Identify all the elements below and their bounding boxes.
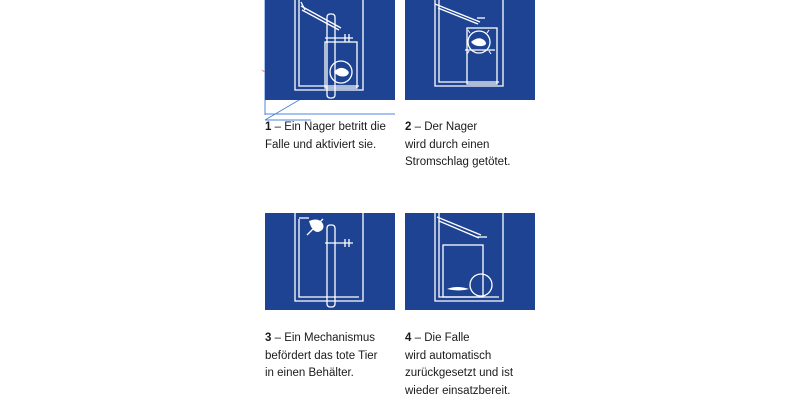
step-3-caption xyxy=(265,330,415,383)
caption-line: wieder einsatzbereit. xyxy=(405,384,511,397)
step-number: 4 xyxy=(405,332,412,344)
step-1-caption xyxy=(265,119,415,154)
caption-line: Der Nager xyxy=(424,121,478,133)
caption-line: wird automatisch xyxy=(405,349,492,362)
step-1-illustration xyxy=(265,0,395,100)
step-2-caption xyxy=(405,119,555,172)
caption-line: Ein Mechanismus xyxy=(284,332,375,344)
step-4-illustration xyxy=(405,213,535,310)
step-4-caption xyxy=(405,330,555,400)
step-dash: – xyxy=(411,121,425,133)
caption-line: zurückgesetzt und ist xyxy=(405,367,514,379)
caption-line: in einen Behälter. xyxy=(265,367,354,379)
step-number: 3 xyxy=(265,332,272,344)
caption-line: Die Falle xyxy=(424,332,470,344)
step-number: 2 xyxy=(405,121,412,133)
caption-line: Falle und aktiviert sie. xyxy=(265,138,377,151)
step-2-illustration xyxy=(405,0,535,100)
step-dash: – xyxy=(411,332,425,344)
caption-line: Stromschlag getötet. xyxy=(405,156,511,168)
step-dash: – xyxy=(271,332,285,344)
caption-line: wird durch einen xyxy=(405,138,490,151)
step-number: 1 xyxy=(265,121,272,133)
step-3-illustration xyxy=(265,213,395,310)
caption-line: befördert das tote Tier xyxy=(265,349,378,362)
caption-line: Ein Nager betritt die xyxy=(284,121,386,133)
step-dash: – xyxy=(271,121,285,133)
